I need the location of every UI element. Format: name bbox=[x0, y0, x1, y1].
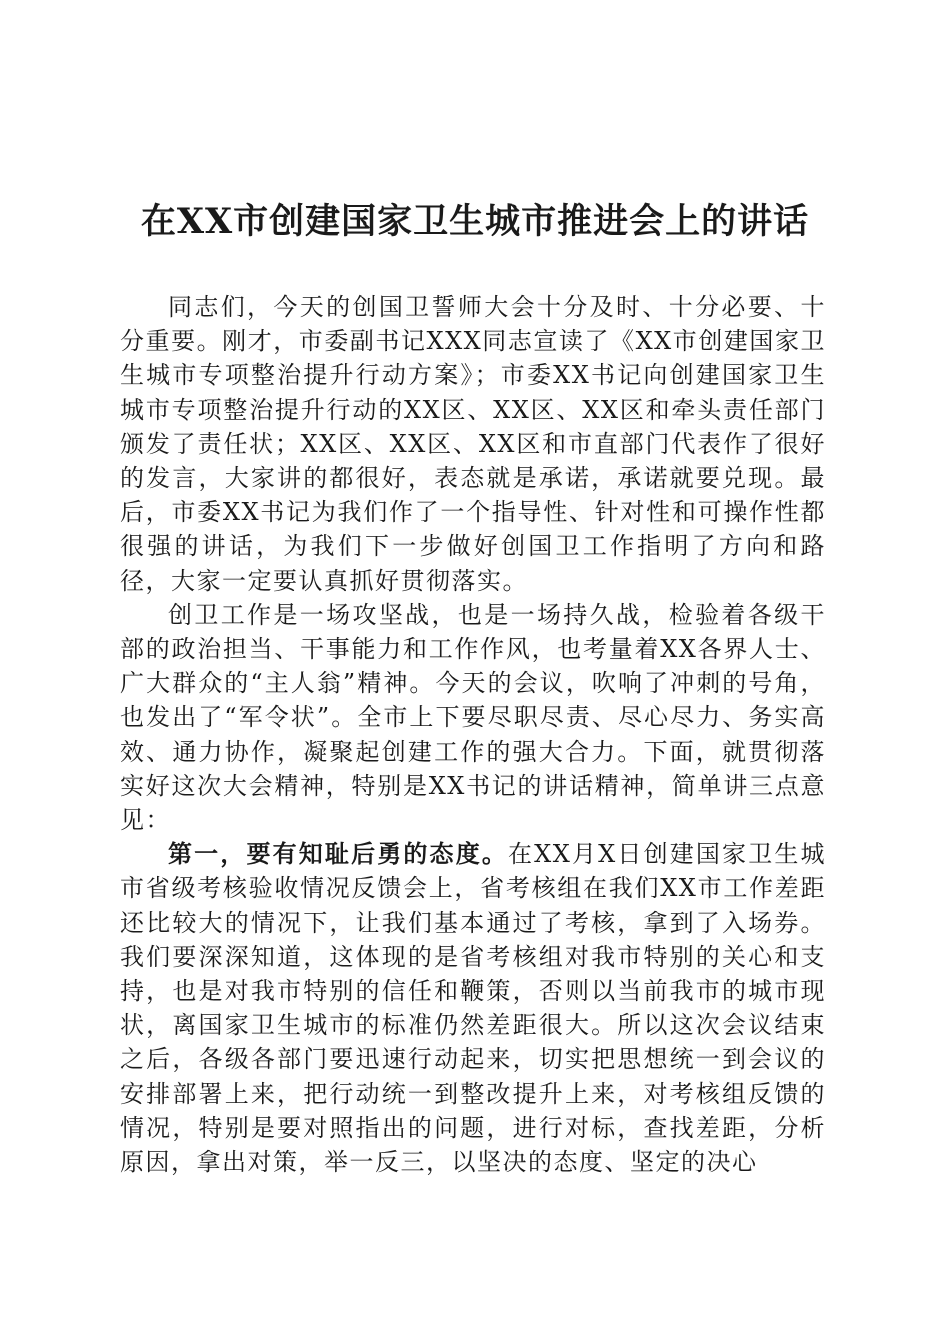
paragraph-text: 同志们，今天的创国卫誓师大会十分及时、十分必要、十分重要。刚才，市委副书记XXX同志宣读了《XX市创建国家卫生城市专项整治提升行动方案》；市委XX书记向创建国家卫生城市专项整治提升行动的XX区、XX区、XX区和牵头责任部门颁发了责任状；XX区、XX区、XX区和市直部门代表作了很好的发言，大家讲的都很好，表态就是承诺，承诺就要兑现。最后，市委XX书记为我们作了一个指导性、针对性和可操作性都很强的讲话，为我们下一步做好创国卫工作指明了方向和路径，大家一定要认真抓好贯彻落实。 bbox=[120, 293, 826, 595]
paragraph-context bbox=[120, 598, 826, 837]
paragraph-text: 在XX月X日创建国家卫生城市省级考核验收情况反馈会上，省考核组在我们XX市工作差距还比较大的情况下，让我们基本通过了考核，拿到了入场券。我们要深深知道，这体现的是省考核组对我市特别的关心和支持，也是对我市特别的信任和鞭策，否则以当前我市的城市现状，离国家卫生城市的标准仍然差距很大。所以这次会议结束之后，各级各部门要迅速行动起来，切实把思想统一到会议的安排部署上来，把行动统一到整改提升上来，对考核组反馈的情况，特别是要对照指出的问题，进行对标，查找差距，分析原因，拿出对策，举一反三，以坚决的态度、坚定的决心 bbox=[120, 840, 826, 1177]
paragraph-point-one bbox=[120, 837, 826, 1179]
paragraph-lead: 第一，要有知耻后勇的态度。 bbox=[168, 840, 509, 869]
document-body bbox=[120, 290, 826, 1179]
paragraph-opening bbox=[120, 290, 826, 598]
paragraph-text: 创卫工作是一场攻坚战，也是一场持久战，检验着各级干部的政治担当、干事能力和工作作风，也考量着XX各界人士、广大群众的“主人翁”精神。今天的会议，吹响了冲刺的号角，也发出了“军令状”。全市上下要尽职尽责、尽心尽力、务实高效、通力协作，凝聚起创建工作的强大合力。下面，就贯彻落实好这次大会精神，特别是XX书记的讲话精神，简单讲三点意见： bbox=[120, 600, 826, 835]
document-title: 在XX市创建国家卫生城市推进会上的讲话 bbox=[140, 201, 810, 242]
